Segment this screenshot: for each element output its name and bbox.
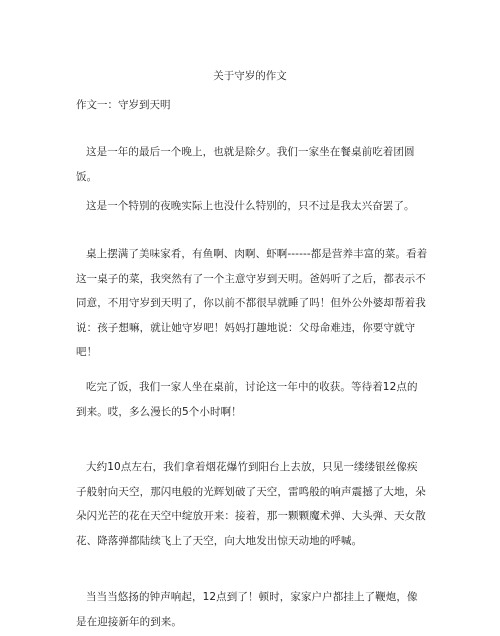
paragraph: 这是一个特别的夜晚实际上也没什么特别的，只不过是我太兴奋罢了。 bbox=[86, 200, 415, 212]
paragraph: 吃完了饭，我们一家人坐在桌前，讨论这一年中的收获。等待着12点的到来。哎，多么漫长的5个小时啊！ bbox=[76, 381, 418, 418]
paragraph: 大约10点左右，我们拿着烟花爆竹到阳台上去放，只见一缕缕银丝像疾子般射向天空，那闪电般的光辉划破了天空，雷鸣般的响声震撼了大地，朵朵闪光芒的花在天空中绽放开来：接着，那一颗颗魔术弹、大头弹、天女散花、降落弹都陆续飞上了天空，向大地发出惊天动地的呼喊。 bbox=[76, 461, 426, 547]
paragraph: 当当当悠扬的钟声响起，12点到了！顿时，家家户户都挂上了鞭炮，像是在迎接新年的到来。 bbox=[76, 591, 418, 628]
essay-subtitle: 作文一：守岁到天明 bbox=[76, 99, 171, 111]
paragraph: 这是一年的最后一个晚上，也就是除夕。我们一家坐在餐桌前吃着团圆饭。 bbox=[76, 146, 415, 183]
document-title: 关于守岁的作文 bbox=[213, 70, 287, 82]
paragraph: 桌上摆满了美味家肴，有鱼啊、肉啊、虾啊------都是营养丰富的菜。看着这一桌子的菜，我突然有了一个主意守岁到天明。爸妈听了之后，都表示不同意，不用守岁到天明了，你以前不都很早就睡了吗！但外公外婆却帮着我说：孩子想嘛，就让她守岁吧！妈妈打趣地说：父母命难违，你要守就守吧！ bbox=[76, 248, 428, 358]
